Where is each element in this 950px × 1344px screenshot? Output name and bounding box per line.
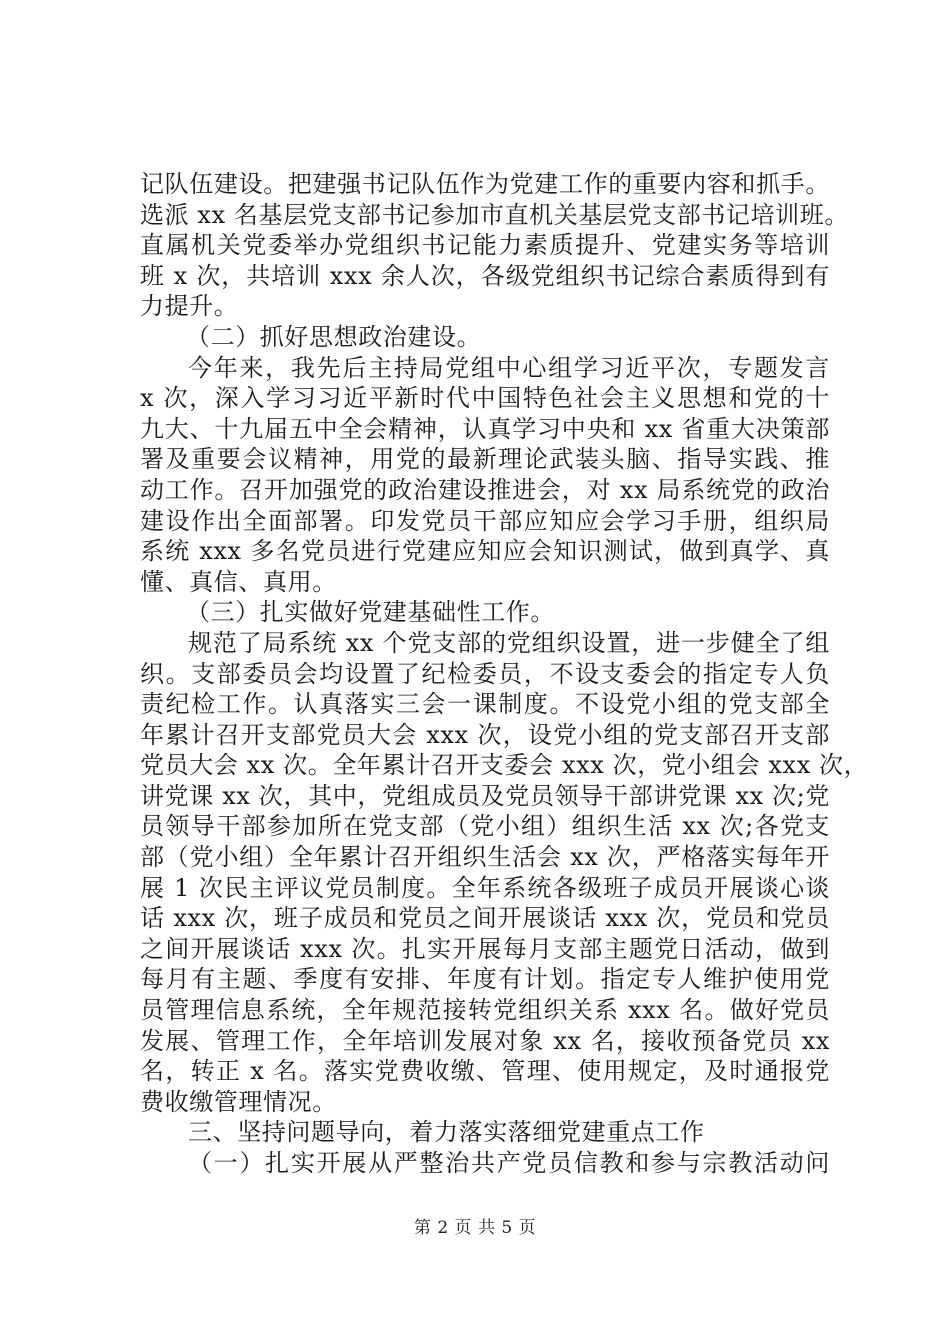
text-line: 直属机关党委举办党组织书记能力素质提升、党建实务等培训 — [140, 231, 830, 260]
text-line: 责纪检工作。认真落实三会一课制度。不设党小组的党支部全 — [140, 690, 830, 719]
paragraph-first-line: 今年来，我先后主持局党组中心组学习近平次，专题发言 — [188, 353, 830, 382]
text-line: 展 1 次民主评议党员制度。全年系统各级班子成员开展谈心谈 — [140, 873, 830, 902]
text-line: 之间开展谈话 xxx 次。扎实开展每月支部主题党日活动，做到 — [140, 934, 830, 963]
text-line: 员管理信息系统，全年规范接转党组织关系 xxx 名。做好党员 — [140, 996, 830, 1025]
text-line: 织。支部委员会均设置了纪检委员，不设支委会的指定专人负 — [140, 659, 830, 688]
text-line: 系统 xxx 多名党员进行党建应知应会知识测试，做到真学、真 — [140, 537, 830, 566]
text-line: 年累计召开支部党员大会 xxx 次，设党小组的党支部召开支部 — [140, 720, 830, 749]
section-heading: （三）扎实做好党建基础性工作。 — [186, 598, 555, 627]
text-line: 力提升。 — [140, 292, 239, 321]
text-line: 讲党课 xx 次，其中，党组成员及党员领导干部讲党课 xx 次;党 — [140, 781, 830, 810]
text-line: 懂、真信、真用。 — [140, 567, 337, 596]
document-body — [140, 169, 869, 1179]
text-line: 部（党小组）全年累计召开组织生活会 xx 次，严格落实每年开 — [140, 843, 830, 872]
text-line: x 次，深入学习习近平新时代中国特色社会主义思想和党的十 — [140, 384, 830, 413]
section-heading: （二）抓好思想政治建设。 — [186, 322, 482, 351]
text-line: 员领导干部参加所在党支部（党小组）组织生活 xx 次;各党支 — [140, 812, 830, 841]
text-line: 话 xxx 次，班子成员和党员之间开展谈话 xxx 次，党员和党员 — [140, 904, 830, 933]
text-line: 动工作。召开加强党的政治建设推进会，对 xx 局系统党的政治 — [140, 475, 830, 504]
text-line: 名，转正 x 名。落实党费收缴、管理、使用规定，及时通报党 — [140, 1057, 830, 1086]
text-line: 署及重要会议精神，用党的最新理论武装头脑、指导实践、推 — [140, 445, 830, 474]
text-line: 选派 xx 名基层党支部书记参加市直机关基层党支部书记培训班。 — [140, 200, 849, 229]
paragraph-first-line: （一）扎实开展从严整治共产党员信教和参与宗教活动问 — [188, 1149, 830, 1177]
paragraph-first-line: 规范了局系统 xx 个党支部的党组织设置，进一步健全了组 — [188, 628, 830, 657]
text-line: 班 x 次，共培训 xxx 余人次，各级党组织书记综合素质得到有 — [140, 261, 830, 290]
text-line: 九大、十九届五中全会精神，认真学习中央和 xx 省重大决策部 — [140, 414, 830, 443]
text-line: 费收缴管理情况。 — [140, 1087, 337, 1116]
text-line: 发展、管理工作，全年培训发展对象 xx 名，接收预备党员 xx — [140, 1026, 830, 1055]
page-number-footer: 第 2 页 共 5 页 — [413, 1218, 537, 1238]
text-line: 记队伍建设。把建强书记队伍作为党建工作的重要内容和抓手。 — [140, 170, 830, 198]
section-heading: 三、坚持问题导向，着力落实落细党建重点工作 — [188, 1118, 705, 1147]
text-line: 每月有主题、季度有安排、年度有计划。指定专人维护使用党 — [140, 965, 830, 994]
text-line: 党员大会 xx 次。全年累计召开支委会 xxx 次，党小组会 xxx 次， — [140, 751, 869, 780]
text-line: 建设作出全面部署。印发党员干部应知应会学习手册，组织局 — [140, 506, 830, 535]
